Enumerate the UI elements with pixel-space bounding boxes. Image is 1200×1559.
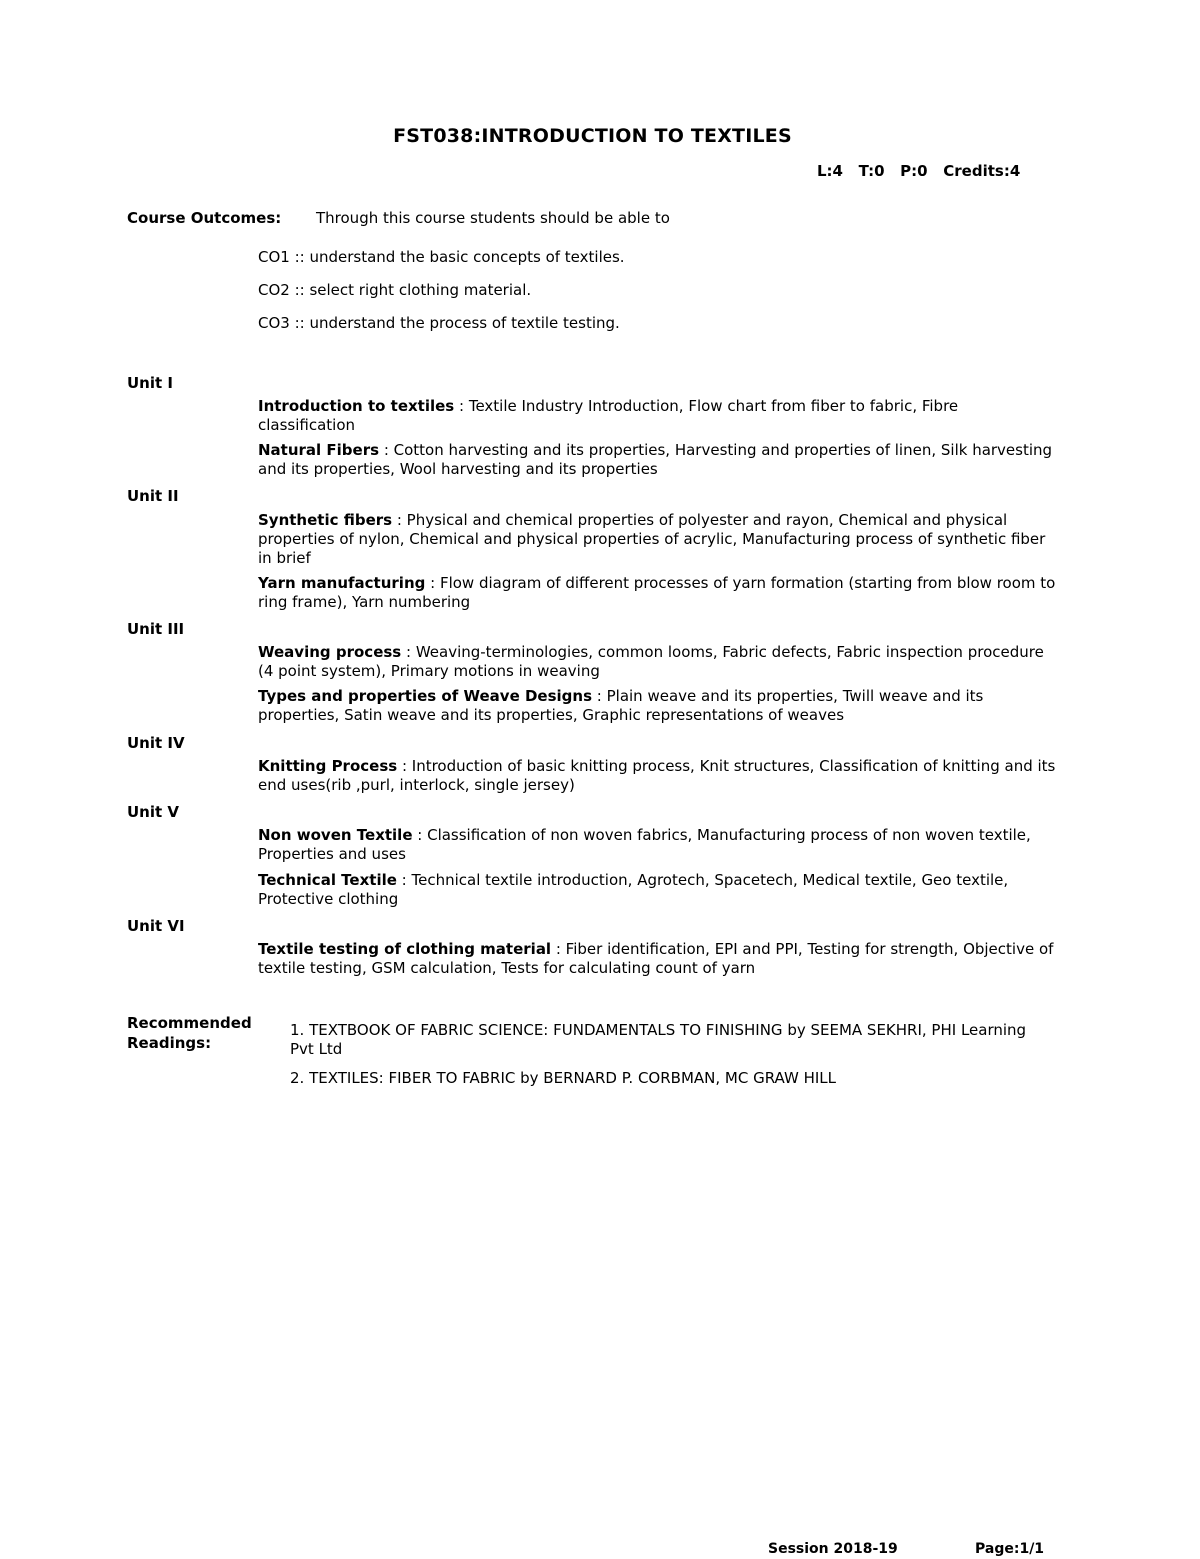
unit-topic xyxy=(258,643,1058,681)
unit-topic xyxy=(258,441,1058,479)
unit-label: Unit III xyxy=(127,620,185,638)
unit-label: Unit VI xyxy=(127,917,185,935)
course-title: FST038:INTRODUCTION TO TEXTILES xyxy=(393,125,792,147)
reading-item-1: 1. TEXTBOOK OF FABRIC SCIENCE: FUNDAMENTALS TO FINISHING by SEEMA SEKHRI, PHI Learning Pvt Ltd xyxy=(290,1021,1027,1058)
course-outcomes-intro: Through this course students should be able to xyxy=(316,209,670,227)
topic-heading: Types and properties of Weave Designs xyxy=(258,687,593,705)
topic-body: : Introduction of basic knitting process, Knit structures, Classification of knitting and its end uses(rib ,purl, interlock, single jersey) xyxy=(258,757,1056,794)
topic-body: : Cotton harvesting and its properties, Harvesting and properties of linen, Silk harvesting and its properties, Wool harvesting and its properties xyxy=(258,441,1053,478)
topic-body: : Textile Industry Introduction, Flow chart from fiber to fabric, Fibre classification xyxy=(258,397,959,434)
topic-heading: Technical Textile xyxy=(258,871,397,889)
course-outcome-3: CO3 :: understand the process of textile testing. xyxy=(258,314,620,332)
topic-heading: Synthetic fibers xyxy=(258,511,393,529)
topic-body: : Plain weave and its properties, Twill weave and its properties, Satin weave and its properties, Graphic representations of weaves xyxy=(258,687,984,724)
topic-heading: Knitting Process xyxy=(258,757,398,775)
reading-item-2: 2. TEXTILES: FIBER TO FABRIC by BERNARD P. CORBMAN, MC GRAW HILL xyxy=(290,1069,836,1087)
topic-body: : Weaving-terminologies, common looms, Fabric defects, Fabric inspection procedure (4 point system), Primary motions in weaving xyxy=(258,643,1044,680)
topic-body: : Flow diagram of different processes of yarn formation (starting from blow room to ring frame), Yarn numbering xyxy=(258,574,1056,611)
unit-label: Unit I xyxy=(127,374,173,392)
unit-label: Unit II xyxy=(127,487,179,505)
unit-topic xyxy=(258,397,1058,435)
topic-body: : Technical textile introduction, Agrotech, Spacetech, Medical textile, Geo textile, Protective clothing xyxy=(258,871,1009,908)
topic-heading: Textile testing of clothing material xyxy=(258,940,552,958)
unit-topic xyxy=(258,826,1058,864)
credits-line: L:4 T:0 P:0 Credits:4 xyxy=(817,162,1021,180)
topic-heading: Natural Fibers xyxy=(258,441,380,459)
unit-topic xyxy=(258,574,1058,612)
topic-heading: Introduction to textiles xyxy=(258,397,455,415)
course-outcomes-heading: Course Outcomes: xyxy=(127,209,282,227)
course-outcome-1: CO1 :: understand the basic concepts of textiles. xyxy=(258,248,625,266)
course-outcome-2: CO2 :: select right clothing material. xyxy=(258,281,532,299)
topic-heading: Weaving process xyxy=(258,643,402,661)
topic-heading: Non woven Textile xyxy=(258,826,413,844)
unit-topic xyxy=(258,940,1058,978)
topic-heading: Yarn manufacturing xyxy=(258,574,426,592)
recommended-readings-heading: Recommended Readings: xyxy=(127,1014,252,1052)
unit-topic xyxy=(258,757,1058,795)
session-label: Session 2018-19 xyxy=(768,1541,898,1557)
page-number: Page:1/1 xyxy=(975,1541,1045,1557)
unit-topic xyxy=(258,687,1058,725)
unit-label: Unit IV xyxy=(127,734,185,752)
topic-body: : Classification of non woven fabrics, Manufacturing process of non woven textile, Properties and uses xyxy=(258,826,1031,863)
topic-body: : Physical and chemical properties of polyester and rayon, Chemical and physical properties of nylon, Chemical and physical properties of acrylic, Manufacturing process of synthetic fiber in brief xyxy=(258,511,1046,567)
unit-label: Unit V xyxy=(127,803,180,821)
topic-body: : Fiber identification, EPI and PPI, Testing for strength, Objective of textile testing, GSM calculation, Tests for calculating count of yarn xyxy=(258,940,1054,977)
unit-topic xyxy=(258,511,1058,568)
unit-topic xyxy=(258,871,1058,909)
